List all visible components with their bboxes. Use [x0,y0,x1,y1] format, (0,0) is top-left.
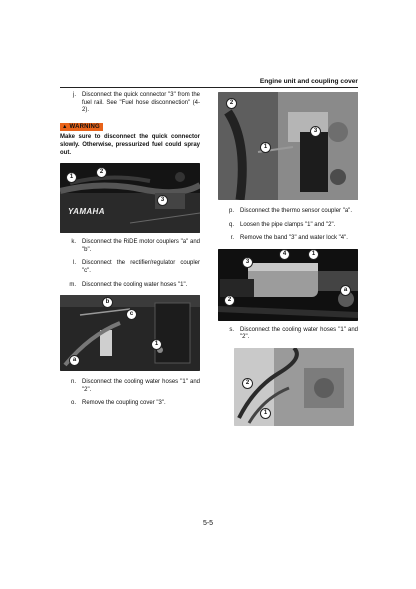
warning-triangle-icon: ▲ [62,123,68,130]
callout-2: 2 [96,167,107,178]
page-header [60,78,358,88]
callout-3: 3 [242,257,253,268]
step-text: Remove the band "3" and water lock "4". [240,235,348,242]
callout-a: a [340,285,351,296]
step-label: q. [228,221,234,228]
engine-cover-illustration [60,163,200,233]
photo-coupling-cover [218,92,358,200]
callout-2: 2 [242,378,253,389]
step-k [60,239,200,254]
step-label: r. [230,235,234,242]
warning-block [60,121,200,157]
callout-2: 2 [226,98,237,109]
photo-couplers [60,295,200,371]
step-l [60,260,200,275]
callout-1: 1 [151,339,162,350]
photo-cooling-hoses [234,348,354,426]
step-label: p. [228,208,234,214]
step-q [218,222,358,230]
step-s [218,327,358,342]
step-text: Remove the coupling cover "3". [82,400,166,407]
step-text: Disconnect the thermo sensor coupler "a". [240,208,352,214]
callout-a: a [69,355,80,366]
left-column [60,92,200,414]
warning-badge [60,123,103,132]
step-label: l. [73,260,76,267]
step-label: j. [73,92,76,98]
step-text: Loosen the pipe clamps "1" and "2". [240,221,336,228]
warning-label: WARNING [69,123,100,130]
water-lock-illustration [218,249,358,321]
step-label: o. [70,400,76,407]
right-column [218,92,358,426]
callout-1: 1 [308,249,319,260]
step-text: Disconnect the cooling water hoses "1". [82,281,188,288]
step-text: Disconnect the rectifier/regulator coupler "c". [82,260,200,274]
callout-3: 3 [157,195,168,206]
step-r [218,235,358,243]
section-title: Engine unit and coupling cover [259,78,358,85]
step-text: Disconnect the RiDE motor couplers "a" and "b". [82,239,200,253]
step-label: s. [229,326,234,333]
step-text: Disconnect the cooling water hoses "1" and "2". [82,379,200,393]
step-label: m. [69,281,76,288]
couplers-illustration [60,295,200,371]
callout-1: 1 [260,408,271,419]
step-text: Disconnect the quick connector "3" from the fuel rail. See "Fuel hose disconnection" (4-2). [82,92,200,114]
warning-text: Make sure to disconnect the quick connector slowly. Otherwise, pressurized fuel could spray out. [60,134,200,156]
step-n [60,379,200,394]
step-j [60,92,200,115]
callout-1: 1 [66,172,77,183]
callout-4: 4 [279,249,290,260]
step-label: k. [71,239,76,246]
page-number: 5-5 [202,520,214,527]
callout-c: c [126,309,137,320]
photo-engine-cover [60,163,200,233]
photo-water-lock [218,249,358,321]
step-p [218,208,358,216]
callout-3: 3 [310,126,321,137]
callout-1: 1 [260,142,271,153]
cooling-hoses-illustration [234,348,354,426]
coupling-cover-illustration [218,92,358,200]
yamaha-logo: YAMAHA [68,207,105,217]
callout-b: b [102,297,113,308]
callout-2: 2 [224,295,235,306]
step-label: n. [70,379,76,386]
step-m [60,282,200,290]
step-text: Disconnect the cooling water hoses "1" and "2". [240,326,358,341]
step-o [60,400,200,408]
